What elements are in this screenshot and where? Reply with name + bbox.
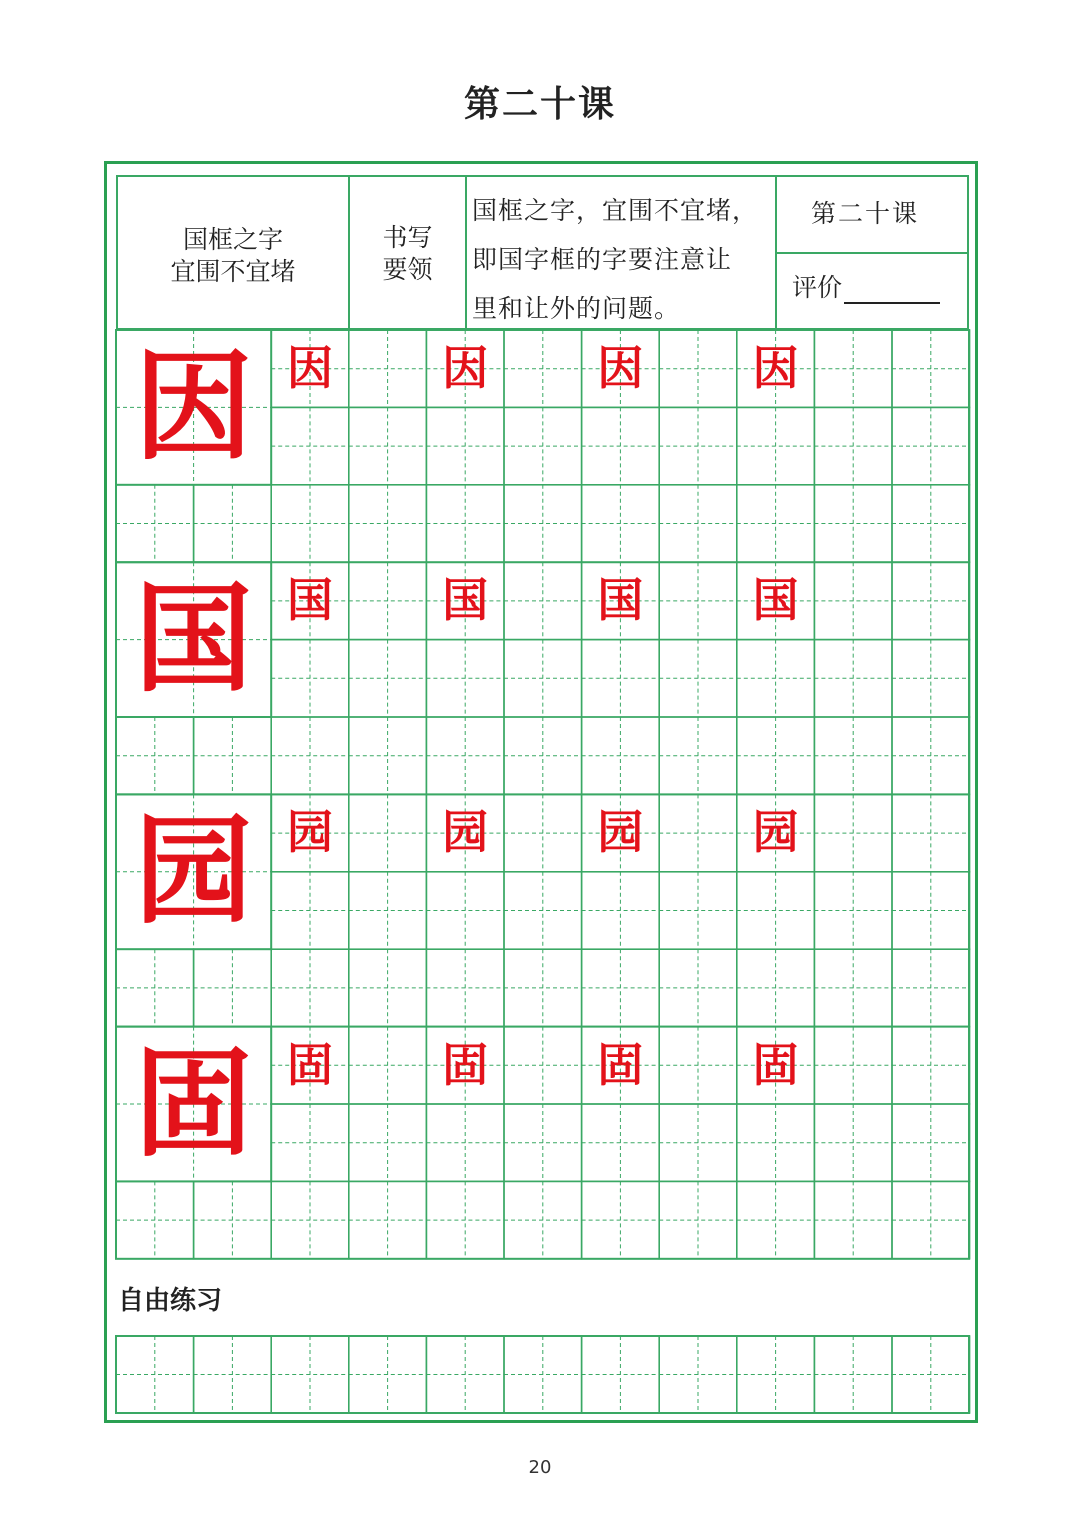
tips-line-3: 里和让外的问题。 <box>472 294 681 323</box>
trace-character: 园 <box>286 805 333 860</box>
trace-character: 固 <box>442 1037 489 1092</box>
model-character: 国 <box>134 569 253 709</box>
trace-character: 国 <box>286 573 333 628</box>
trace-character: 园 <box>442 805 489 860</box>
trace-character: 国 <box>442 573 489 628</box>
page-title: 第二十课 <box>463 84 616 125</box>
trace-character: 园 <box>597 805 644 860</box>
trace-character: 国 <box>752 573 799 628</box>
model-character: 固 <box>134 1033 253 1173</box>
model-character: 因 <box>134 337 253 476</box>
free-practice-title: 自由练习 <box>118 1286 223 1316</box>
trace-character: 国 <box>597 573 644 628</box>
label-line-2: 要领 <box>382 255 433 284</box>
evaluation-label: 评价 <box>792 273 843 302</box>
model-character: 园 <box>134 801 253 941</box>
tips-line-1: 国框之字，宜围不宜堵， <box>472 196 759 225</box>
trace-character: 因 <box>442 341 489 395</box>
trace-character: 因 <box>597 341 644 395</box>
trace-character: 因 <box>752 341 799 395</box>
label-line-1: 书写 <box>382 223 433 252</box>
lesson-label: 第二十课 <box>810 199 919 228</box>
theme-line-1: 国框之字 <box>182 225 283 254</box>
theme-line-2: 宜围不宜堵 <box>170 257 296 286</box>
tips-line-2: 即国字框的字要注意让 <box>472 245 733 274</box>
trace-character: 固 <box>286 1037 333 1092</box>
page-number: 20 <box>528 1457 552 1478</box>
trace-character: 园 <box>752 805 799 860</box>
trace-character: 固 <box>752 1037 799 1092</box>
trace-character: 因 <box>286 341 333 395</box>
trace-character: 固 <box>597 1037 644 1092</box>
